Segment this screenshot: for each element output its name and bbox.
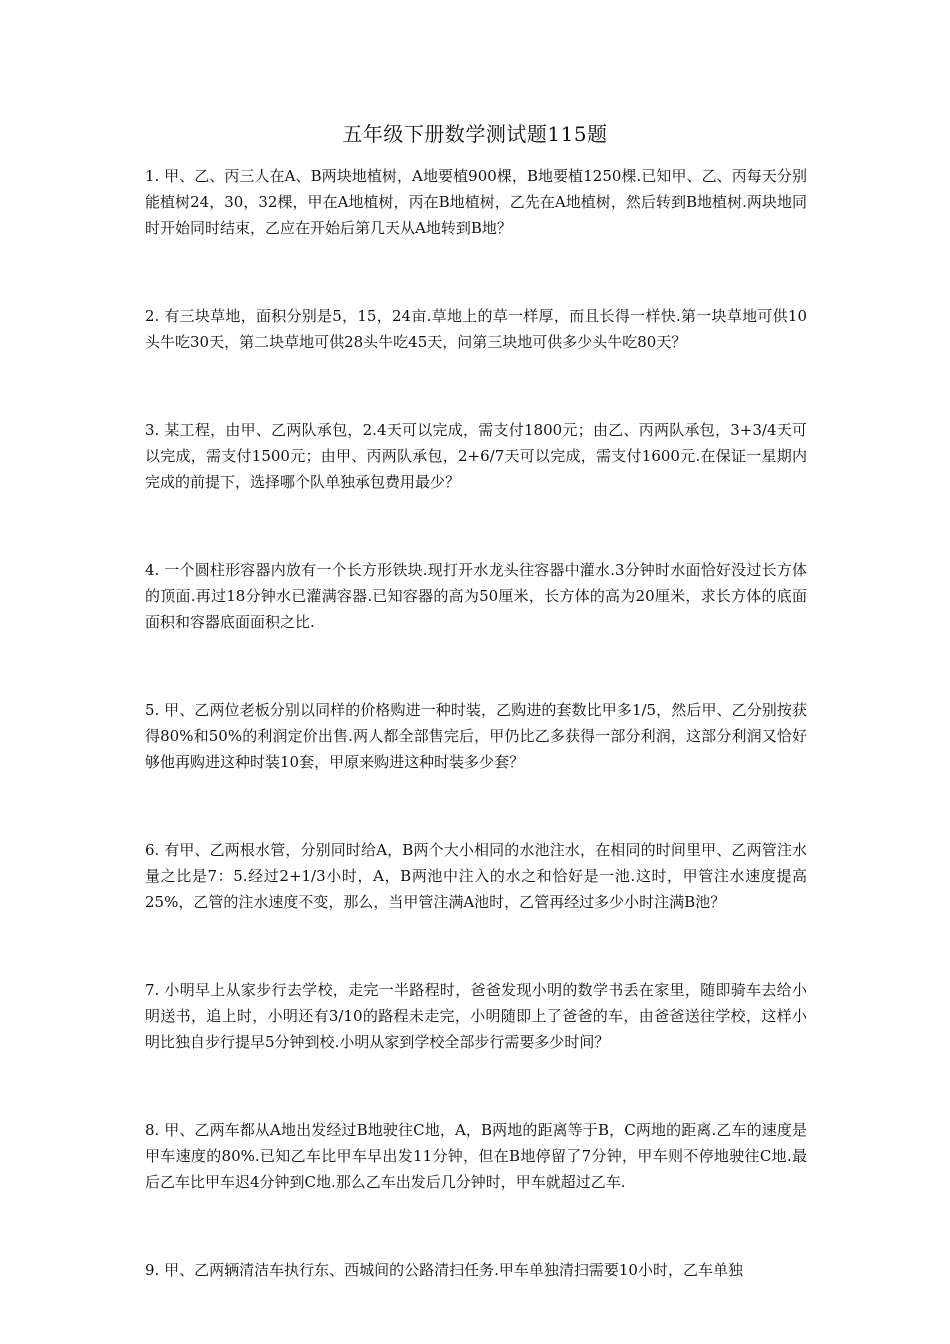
problem-list: [145, 163, 807, 1283]
problem-item: 7. 小明早上从家步行去学校，走完一半路程时，爸爸发现小明的数学书丢在家里，随即骑车去给小明送书，追上时，小明还有3/10的路程未走完，小明随即上了爸爸的车，由爸爸送往学校，这样小明比独自步行提早5分钟到校.小明从家到学校全部步行需要多少时间？: [145, 981, 807, 1051]
problem-item: 3. 某工程，由甲、乙两队承包，2.4天可以完成，需支付1800元；由乙、丙两队承包，3+3/4天可以完成，需支付1500元；由甲、丙两队承包，2+6/7天可以完成，需支付1600元.在保证一星期内完成的前提下，选择哪个队单独承包费用最少？: [145, 421, 807, 491]
problem-item: 5. 甲、乙两位老板分别以同样的价格购进一种时装，乙购进的套数比甲多1/5，然后甲、乙分别按获得80%和50%的利润定价出售.两人都全部售完后，甲仍比乙多获得一部分利润，这部分利润又恰好够他再购进这种时装10套，甲原来购进这种时装多少套？: [145, 701, 807, 771]
problem-item: 9. 甲、乙两辆清洁车执行东、西城间的公路清扫任务.甲车单独清扫需要10小时，乙车单独: [145, 1261, 743, 1279]
problem-item: 4. 一个圆柱形容器内放有一个长方形铁块.现打开水龙头往容器中灌水.3分钟时水面恰好没过长方体的顶面.再过18分钟水已灌满容器.已知容器的高为50厘米，长方体的高为20厘米，求长方体的底面面积和容器底面面积之比.: [145, 561, 807, 631]
problem-item: 2. 有三块草地，面积分别是5，15，24亩.草地上的草一样厚，而且长得一样快.第一块草地可供10头牛吃30天，第二块草地可供28头牛吃45天，问第三块地可供多少头牛吃80天？: [145, 307, 807, 351]
problem-item: 8. 甲、乙两车都从A地出发经过B地驶往C地，A，B两地的距离等于B，C两地的距离.乙车的速度是甲车速度的80%.已知乙车比甲车早出发11分钟，但在B地停留了7分钟，甲车则不停地驶往C地.最后乙车比甲车迟4分钟到C地.那么乙车出发后几分钟时，甲车就超过乙车.: [145, 1121, 807, 1191]
problem-item: 1. 甲、乙、丙三人在A、B两块地植树，A地要植900棵，B地要植1250棵.已知甲、乙、丙每天分别能植树24，30，32棵，甲在A地植树，丙在B地植树，乙先在A地植树，然后转到B地植树.两块地同时开始同时结束，乙应在开始后第几天从A地转到B地？: [145, 167, 807, 237]
problem-item: 6. 有甲、乙两根水管，分别同时给A，B两个大小相同的水池注水，在相同的时间里甲、乙两管注水量之比是7：5.经过2+1/3小时，A，B两池中注入的水之和恰好是一池.这时，甲管注水速度提高25%，乙管的注水速度不变，那么，当甲管注满A池时，乙管再经过多少小时注满B池？: [145, 841, 807, 911]
document-title: 五年级下册数学测试题115题: [342, 122, 608, 146]
